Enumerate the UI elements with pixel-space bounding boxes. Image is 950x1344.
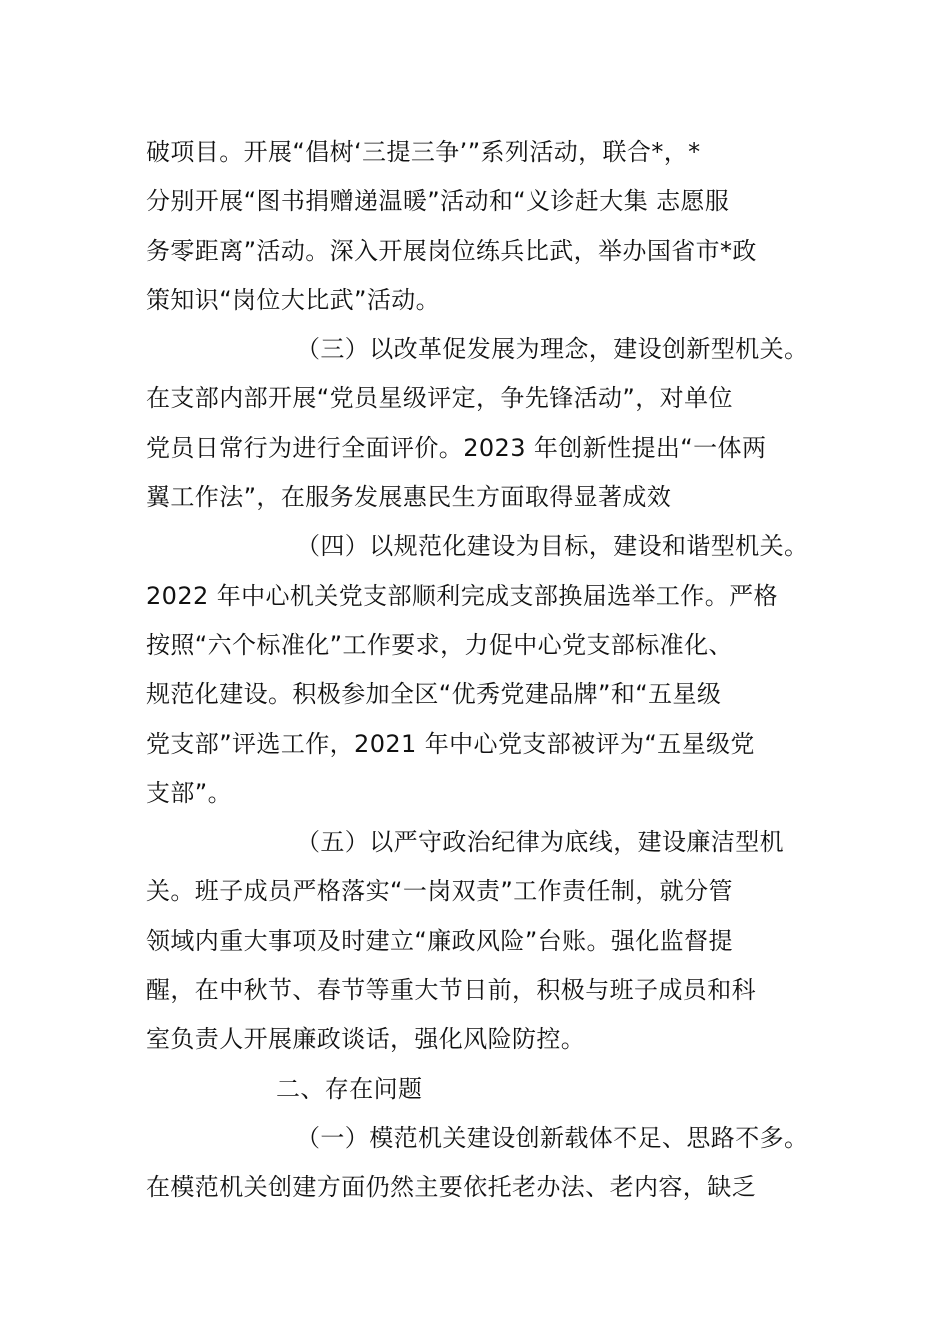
section-heading-3: （三）以改革促发展为理念，建设创新型机关。 — [296, 335, 809, 364]
paragraph-line: 翼工作法”，在服务发展惠民生方面取得显著成效 — [146, 483, 672, 512]
paragraph-line: 分别开展“图书捐赠递温暖”活动和“义诊赶大集 志愿服 — [146, 187, 730, 216]
paragraph-line: 在支部内部开展“党员星级评定，争先锋活动”，对单位 — [146, 384, 733, 413]
paragraph-line: 规范化建设。积极参加全区“优秀党建品牌”和“五星级 — [146, 680, 722, 709]
paragraph-line: 党员日常行为进行全面评价。2023 年创新性提出“一体两 — [146, 433, 767, 462]
section-heading-5: （五）以严守政治纪律为底线，建设廉洁型机 — [296, 828, 784, 857]
paragraph-line: 领域内重大事项及时建立“廉政风险”台账。强化监督提 — [146, 926, 733, 955]
document-body — [146, 128, 826, 1213]
paragraph-line: 策知识“岗位大比武”活动。 — [146, 285, 441, 314]
paragraph-line: 在模范机关创建方面仍然主要依托老办法、老内容，缺乏 — [146, 1173, 756, 1202]
paragraph-line: 2022 年中心机关党支部顺利完成支部换届选举工作。严格 — [146, 581, 778, 610]
chapter-heading: 二、存在问题 — [276, 1074, 423, 1103]
paragraph-line: 按照“六个标准化”工作要求，力促中心党支部标准化、 — [146, 630, 733, 659]
paragraph-line: 醒，在中秋节、春节等重大节日前，积极与班子成员和科 — [146, 976, 756, 1005]
paragraph-line: 关。班子成员严格落实“一岗双责”工作责任制，就分管 — [146, 877, 733, 906]
paragraph-line: 室负责人开展廉政谈话，强化风险防控。 — [146, 1025, 586, 1054]
section-heading-4: （四）以规范化建设为目标，建设和谐型机关。 — [296, 532, 809, 561]
paragraph-line: 务零距离”活动。深入开展岗位练兵比武，举办国省市*政 — [146, 236, 757, 265]
section-heading-1: （一）模范机关建设创新载体不足、思路不多。 — [296, 1123, 809, 1152]
paragraph-line: 支部”。 — [146, 778, 233, 807]
paragraph-line: 破项目。开展“倡树‘三提三争’”系列活动，联合*，* — [146, 138, 701, 166]
paragraph-line: 党支部”评选工作，2021 年中心党支部被评为“五星级党 — [146, 729, 755, 758]
